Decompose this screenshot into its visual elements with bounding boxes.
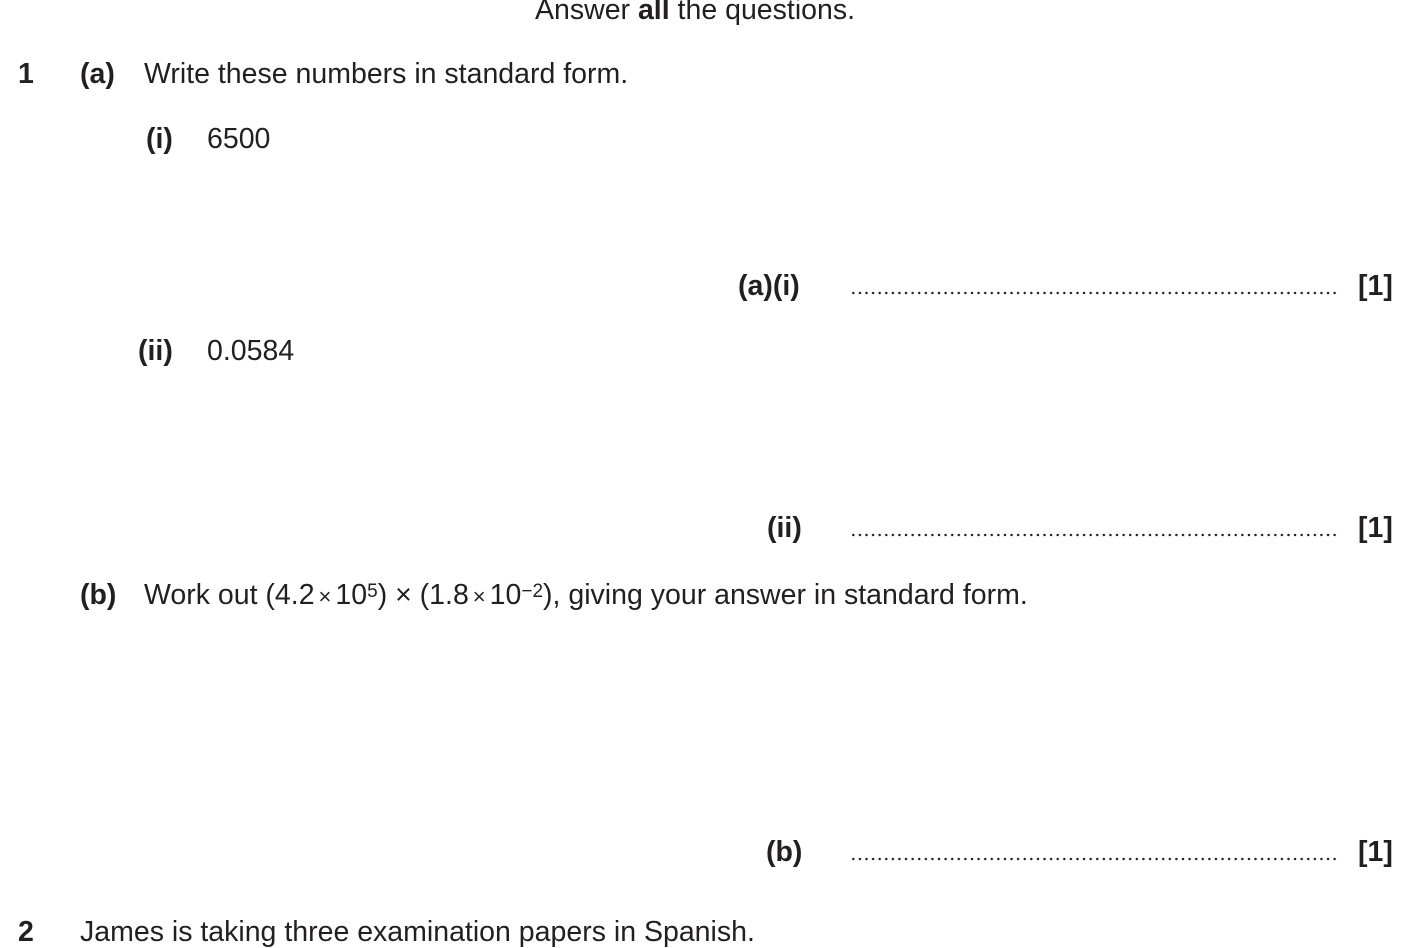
question-2-text: James is taking three examination papers in Spanish. [80, 916, 755, 948]
question-1aii-label: (ii) [138, 335, 173, 367]
question-1a-label: (a) [80, 58, 115, 90]
answer-1aii-line[interactable] [850, 533, 1340, 537]
instructions [535, 0, 855, 25]
exponent-2: −2 [521, 581, 544, 602]
exponent-1: 5 [367, 581, 378, 602]
instruction-before: Answer [535, 0, 638, 26]
question-1ai-label: (i) [146, 123, 173, 155]
question-1aii-value: 0.0584 [207, 335, 295, 367]
answer-1aii-marks: [1] [1358, 512, 1393, 544]
question-1b-label: (b) [80, 579, 117, 611]
question-1a-text: Write these numbers in standard form. [144, 58, 629, 90]
answer-1ai-line[interactable] [850, 291, 1340, 295]
answer-1ai-marks: [1] [1358, 270, 1393, 302]
question-1-number: 1 [18, 58, 34, 90]
answer-1ai-label: (a)(i) [738, 270, 800, 302]
answer-1b-marks: [1] [1358, 836, 1393, 868]
instruction-after: the questions. [669, 0, 856, 26]
instruction-bold: all [637, 0, 670, 26]
answer-1b-line[interactable] [850, 857, 1340, 861]
question-2-number: 2 [18, 916, 34, 948]
answer-1aii-label: (ii) [767, 512, 802, 544]
question-1b-text: Work out $(4.2 \times 10^5) \times (1.8 \times 10^{-2})$, giving your answer in standard form. [144, 579, 1028, 611]
question-1ai-value: 6500 [207, 123, 271, 155]
answer-1b-label: (b) [766, 836, 803, 868]
